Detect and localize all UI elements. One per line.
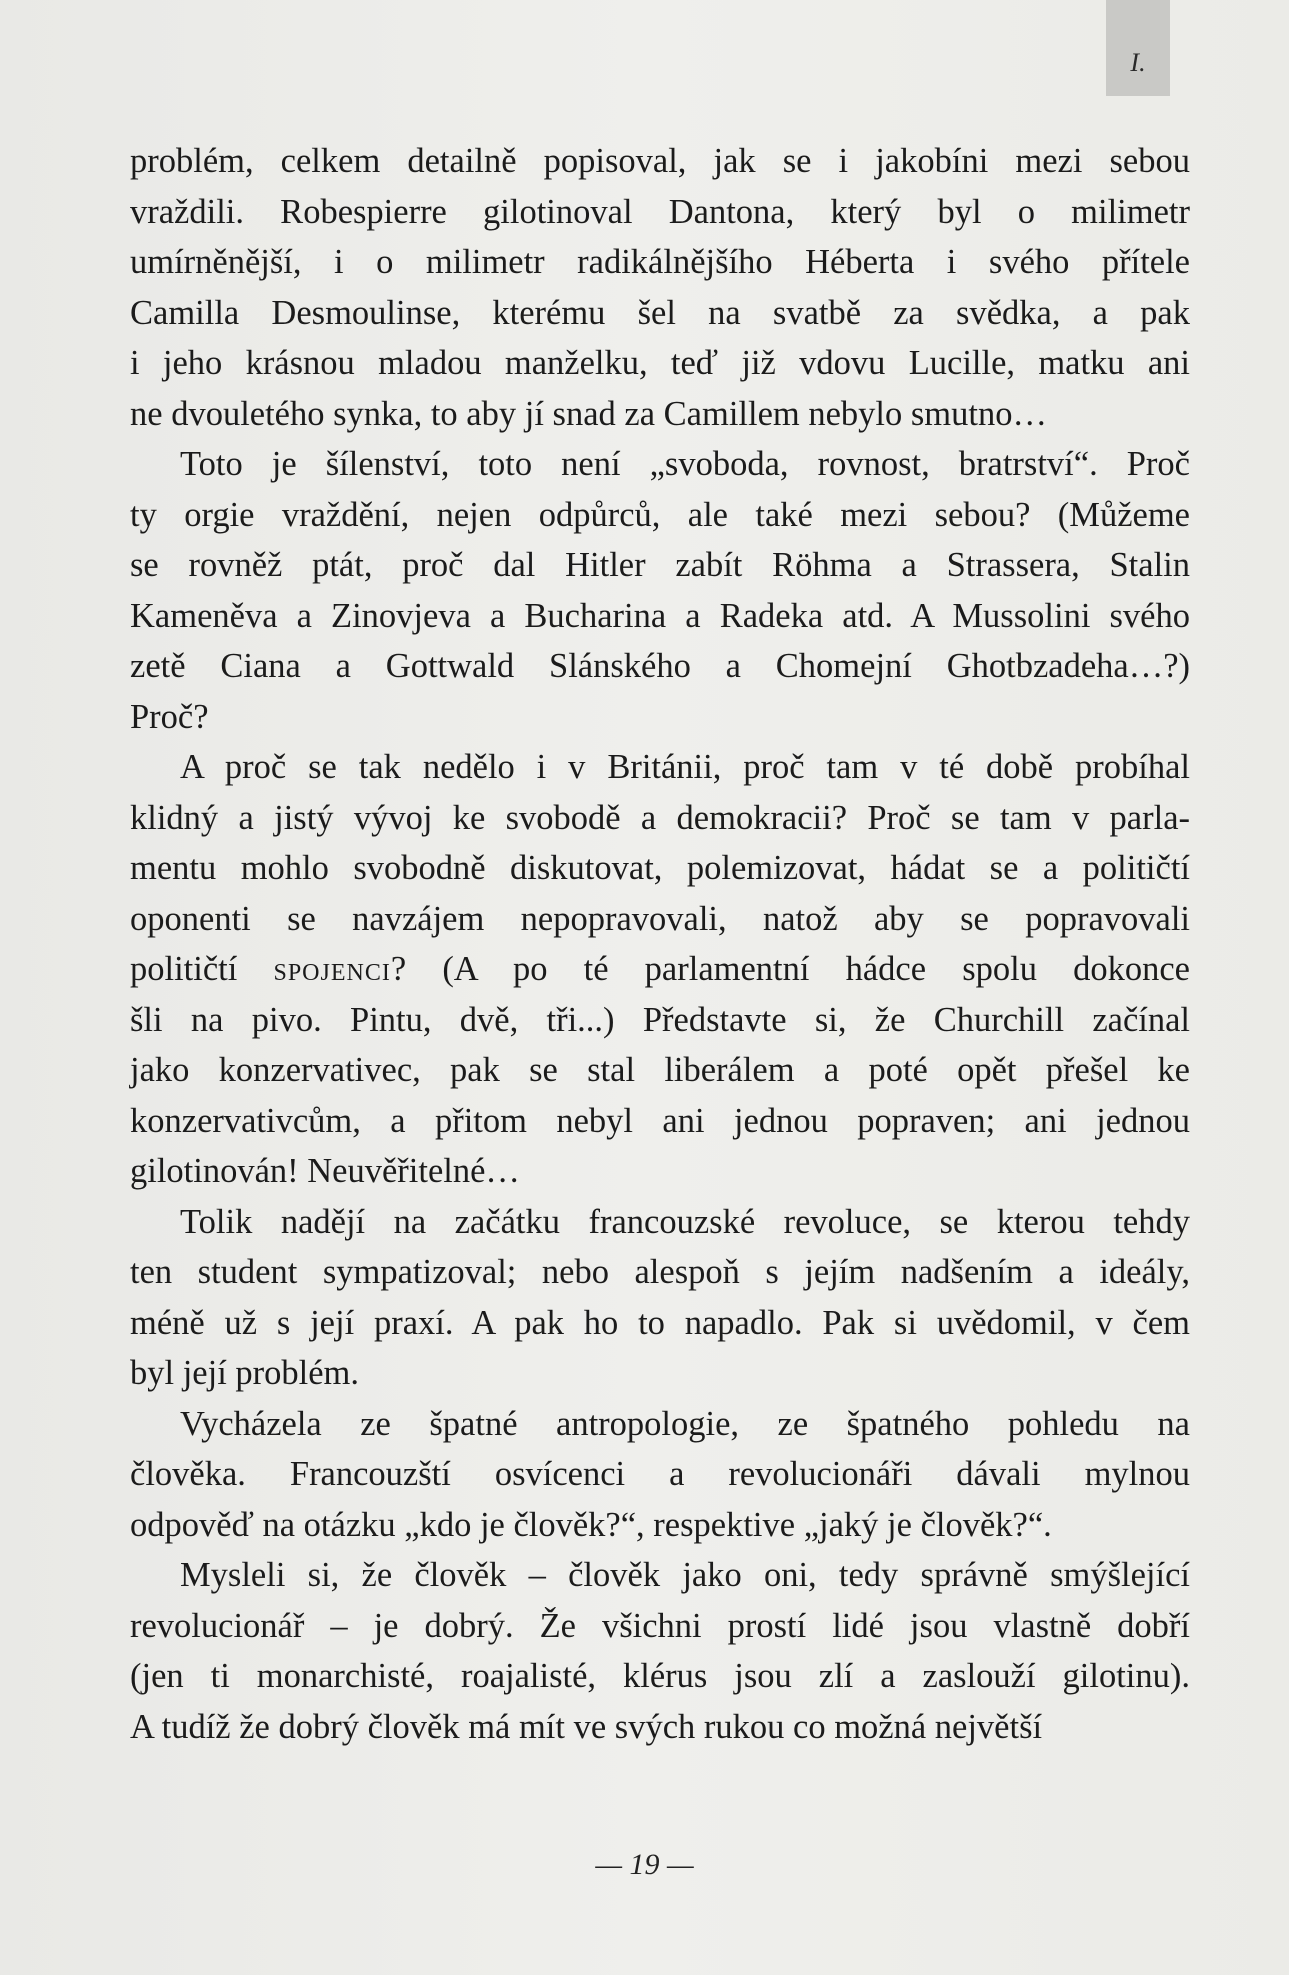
text-line: klidný a jistý vývoj ke svobodě a demokracii? Proč se tam v parla- <box>130 798 1190 837</box>
text-line: umírněnější, i o milimetr radikálnějšího Héberta i svého přítele <box>130 243 1190 281</box>
text-line: člověka. Francouzští osvícenci a revolucionáři dávali mylnou <box>130 1455 1190 1493</box>
text-line: zetě Ciana a Gottwald Slánského a Chomejní Ghotbzadeha…?) <box>130 647 1190 685</box>
text-line: ten student sympatizoval; nebo alespoň s jejím nadšením a ideály, <box>130 1253 1190 1291</box>
text-line: šli na pivo. Pintu, dvě, tři...) Představte si, že Churchill začínal <box>130 1000 1190 1039</box>
paragraph <box>130 439 1190 742</box>
text-line: Mysleli si, že člověk – člověk jako oni, tedy správně smýšlející <box>180 1556 1190 1594</box>
text-line: se rovněž ptát, proč dal Hitler zabít Röhma a Strassera, Stalin <box>130 546 1190 584</box>
text-line: Kameněva a Zinovjeva a Bucharina a Radeka atd. A Mussolini svého <box>130 596 1190 635</box>
text-line: méně už s její praxí. A pak ho to napadlo. Pak si uvědomil, v čem <box>130 1303 1190 1342</box>
text-line: i jeho krásnou mladou manželku, teď již vdovu Lucille, matku ani <box>130 344 1190 382</box>
paragraph <box>130 742 1190 1197</box>
text-line: Camilla Desmoulinse, kterému šel na svatbě za svědka, a pak <box>130 293 1190 332</box>
text-line: (jen ti monarchisté, roajalisté, klérus jsou zlí a zaslouží gilotinu). <box>130 1657 1190 1695</box>
text-line: A tudíž že dobrý člověk má mít ve svých rukou co možná největší <box>130 1707 1043 1746</box>
paragraph <box>130 1550 1190 1752</box>
text-line: političtí spojenci? (A po té parlamentní hádce spolu dokonce <box>130 950 1190 988</box>
text-line: ty orgie vraždění, nejen odpůrců, ale také mezi sebou? (Můžeme <box>130 495 1190 534</box>
paragraph <box>130 136 1190 439</box>
text-line: odpověď na otázku „kdo je člověk?“, respektive „jaký je člověk?“. <box>130 1505 1052 1544</box>
text-line: vraždili. Robespierre gilotinoval Dantona, který byl o milimetr <box>130 192 1190 231</box>
chapter-marker: I. <box>1106 0 1170 96</box>
text-line: Toto je šílenství, toto není „svoboda, rovnost, bratrství“. Proč <box>180 445 1190 483</box>
page-number: — 19 — <box>595 1848 694 1881</box>
text-line: revolucionář – je dobrý. Že všichni prostí lidé jsou vlastně dobří <box>130 1606 1190 1645</box>
body-text <box>130 136 1190 1752</box>
text-line: gilotinován! Neuvěřitelné… <box>130 1152 520 1190</box>
text-line: A proč se tak nedělo i v Británii, proč tam v té době probíhal <box>180 748 1190 786</box>
text-line: byl její problém. <box>130 1354 360 1392</box>
paragraph <box>130 1399 1190 1551</box>
text-line: Vycházela ze špatné antropologie, ze špatného pohledu na <box>180 1404 1190 1443</box>
text-line: jako konzervativec, pak se stal liberálem a poté opět přešel ke <box>130 1051 1190 1089</box>
text-line: konzervativcům, a přitom nebyl ani jednou popraven; ani jednou <box>130 1101 1190 1140</box>
paragraph <box>130 1197 1190 1399</box>
text-line: Proč? <box>130 697 209 736</box>
text-line: oponenti se navzájem nepopravovali, natož aby se popravovali <box>130 899 1190 938</box>
text-line: ne dvouletého synka, to aby jí snad za Camillem nebylo smutno… <box>130 394 1047 433</box>
text-line: mentu mohlo svobodně diskutovat, polemizovat, hádat se a političtí <box>130 849 1190 887</box>
text-line: problém, celkem detailně popisoval, jak se i jakobíni mezi sebou <box>130 142 1190 180</box>
text-line: Tolik nadějí na začátku francouzské revoluce, se kterou tehdy <box>180 1202 1190 1241</box>
